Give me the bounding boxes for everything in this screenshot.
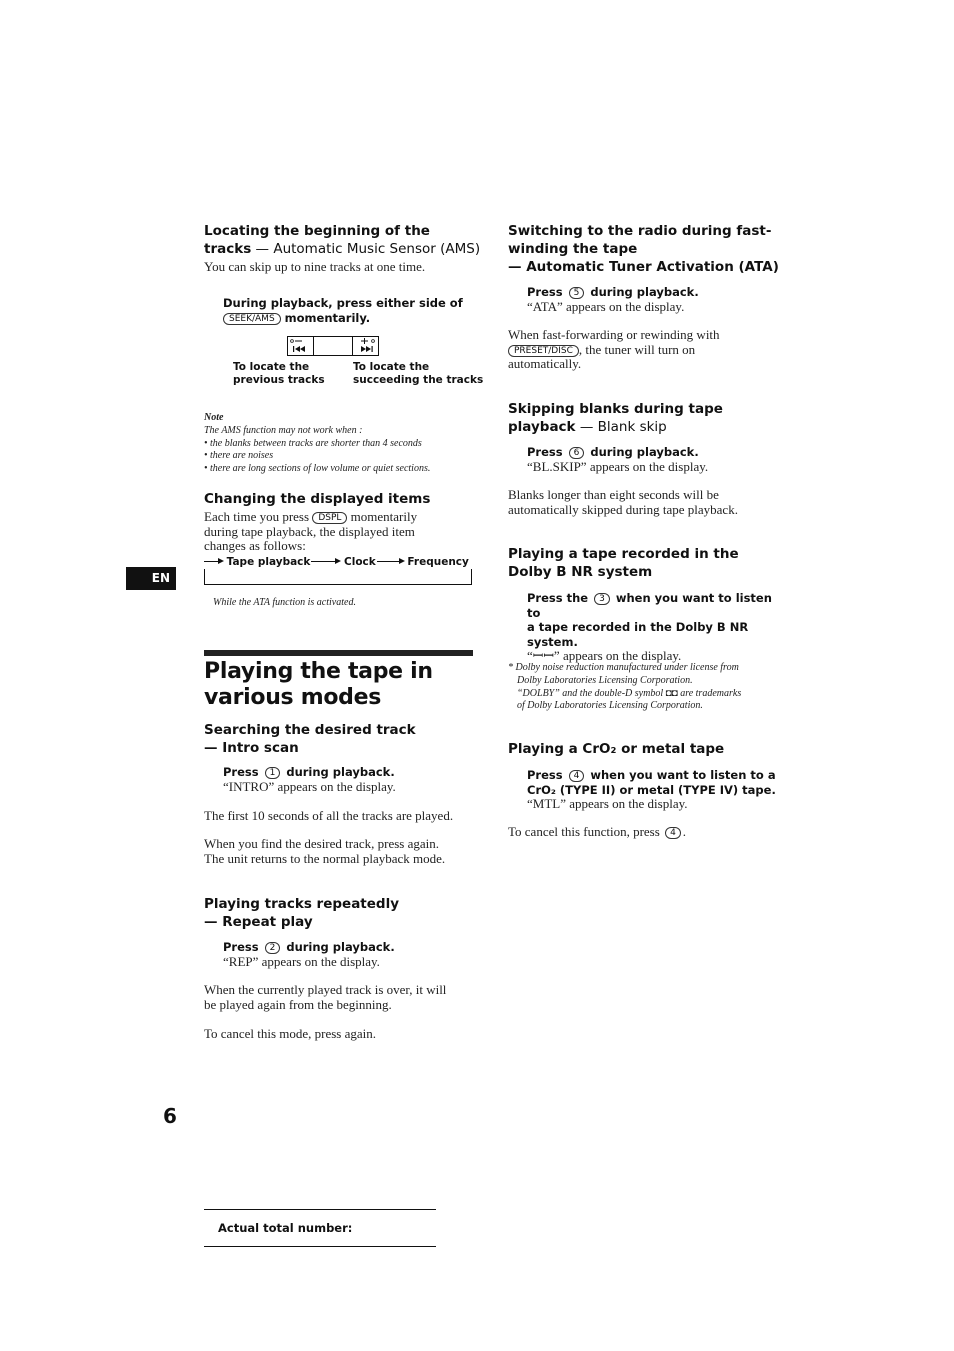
arrow-icon <box>311 561 339 562</box>
page-number: 6 <box>163 1104 177 1128</box>
intro-step: Press 1 during playback. “INTRO” appears on the display. <box>223 765 396 794</box>
ams-note: Note The AMS function may not work when : • the blanks between tracks are shorter than 4 seconds • there are noises • there are long sections of low volume or quiet sections. <box>204 412 494 476</box>
next-track-icon <box>353 337 378 355</box>
dolby-step: Press the 3 when you want to listen to a tape recorded in the Dolby B NR system. “ꟷꟷ” appears on the display. <box>527 591 772 663</box>
arrow-icon <box>204 561 222 562</box>
intro-p1: The first 10 seconds of all the tracks are played. <box>204 808 454 823</box>
section-title: Playing the tape in various modes <box>204 659 433 710</box>
preset-disc-button-label: PRESET/DISC <box>508 345 579 357</box>
footer-label: Actual total number: <box>218 1221 353 1235</box>
ata-heading: Switching to the radio during fast- winding the tape — Automatic Tuner Activation (ATA) <box>508 223 779 275</box>
button-2-label: 2 <box>265 942 281 954</box>
button-4-label: 4 <box>569 770 585 782</box>
display-note: While the ATA function is activated. <box>213 597 356 608</box>
seek-ams-button-label: SEEK/AMS <box>223 313 281 325</box>
repeat-p2: To cancel this mode, press again. <box>204 1026 377 1041</box>
dolby-heading: Playing a tape recorded in the Dolby B NR system <box>508 546 739 580</box>
metal-cancel: To cancel this function, press 4 . <box>508 824 687 839</box>
section-title-rule <box>204 650 473 656</box>
display-cycle-flow: Tape playback Clock Frequency <box>204 556 474 569</box>
button-5-label: 5 <box>569 287 585 299</box>
rewind-key <box>288 337 314 355</box>
seek-ams-rocker-diagram <box>287 336 379 356</box>
previous-track-icon <box>288 337 313 355</box>
footer-box <box>204 1209 436 1247</box>
note-item: • there are long sections of low volume or quiet sections. <box>204 463 431 475</box>
button-3-label: 3 <box>594 593 610 605</box>
note-item: • the blanks between tracks are shorter than 4 seconds <box>204 437 422 449</box>
dspl-button-label: DSPL <box>312 512 347 524</box>
intro-p2: When you find the desired track, press again. The unit returns to the normal playback mode. <box>204 836 446 866</box>
metal-heading: Playing a CrO₂ or metal tape <box>508 741 725 757</box>
dolby-footnote: * Dolby noise reduction manufactured under license from Dolby Laboratories Licensing Corporation. “DOLBY” and the double-D symbol ◘◘ are trademarks of Dolby Laboratories Licensing Corporation. <box>508 662 742 712</box>
repeat-p1: When the currently played track is over, it will be played again from the beginning. <box>204 982 447 1012</box>
ams-body: You can skip up to nine tracks at one time. <box>204 259 426 274</box>
button-6-label: 6 <box>569 447 585 459</box>
button-1-label: 1 <box>265 767 281 779</box>
display-body: Each time you press DSPL momentarily during tape playback, the displayed item changes as follows: <box>204 509 418 553</box>
button-4-label: 4 <box>665 827 681 839</box>
blank-paragraph: Blanks longer than eight seconds will be automatically skipped during tape playback. <box>508 487 738 517</box>
blank-step: Press 6 during playback. “BL.SKIP” appears on the display. <box>527 445 709 474</box>
diagram-prev-caption: To locate the previous tracks <box>233 361 325 386</box>
ams-heading: Locating the beginning of the tracks — Automatic Music Sensor (AMS) <box>204 223 481 257</box>
language-tab: EN <box>126 567 176 590</box>
metal-step: Press 4 when you want to listen to a CrO₂ (TYPE II) or metal (TYPE IV) tape. “MTL” appears on the display. <box>527 768 776 811</box>
diagram-next-caption: To locate the succeeding the tracks <box>353 361 484 386</box>
note-item: • there are noises <box>204 450 274 462</box>
note-title: Note <box>204 412 224 423</box>
blank-heading: Skipping blanks during tape playback — Blank skip <box>508 401 723 435</box>
ata-step: Press 5 during playback. “ATA” appears on the display. <box>527 285 699 314</box>
repeat-heading: Playing tracks repeatedly — Repeat play <box>204 896 399 930</box>
ata-paragraph: When fast-forwarding or rewinding with PRESET/DISC , the tuner will turn on automatically. <box>508 327 720 371</box>
display-heading: Changing the displayed items <box>204 491 431 507</box>
forward-key <box>352 337 378 355</box>
ams-step: During playback, press either side of SEEK/AMS momentarily. <box>223 296 463 325</box>
arrow-icon <box>377 561 403 562</box>
repeat-step: Press 2 during playback. “REP” appears on the display. <box>223 940 395 969</box>
intro-heading: Searching the desired track — Intro scan <box>204 722 416 756</box>
